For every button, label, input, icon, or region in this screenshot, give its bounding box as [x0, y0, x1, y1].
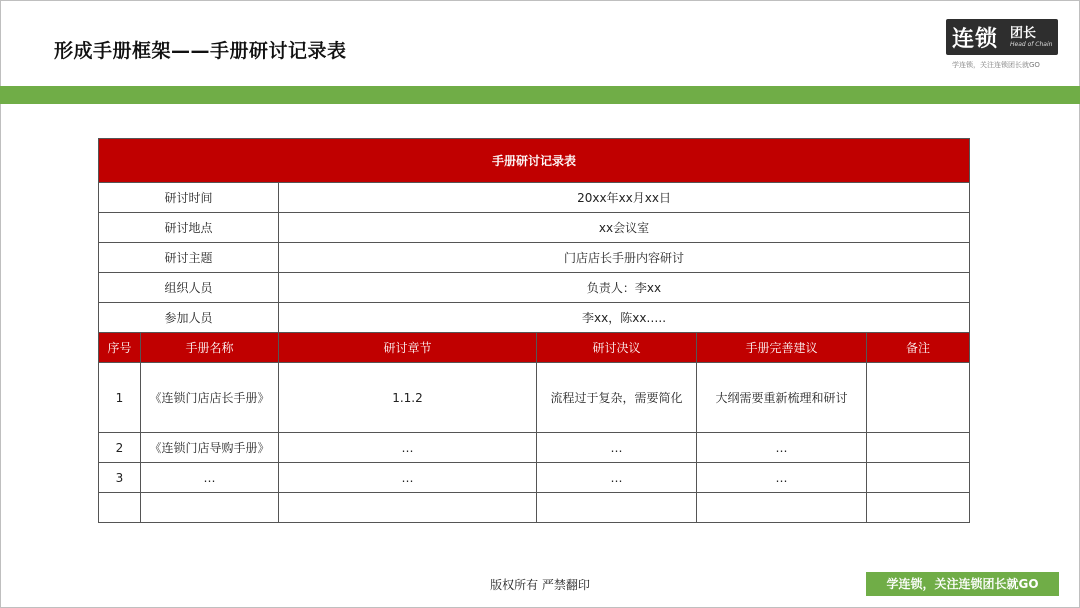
info-value: xx会议室: [279, 213, 970, 243]
table-cell: [537, 493, 697, 523]
info-label: 研讨地点: [99, 213, 279, 243]
table-cell: [867, 433, 970, 463]
table-row: [99, 493, 970, 523]
page-title: 形成手册框架——手册研讨记录表: [54, 40, 347, 62]
info-row-organizer: [99, 273, 970, 303]
column-header: 研讨章节: [279, 333, 537, 363]
table-cell: 大纲需要重新梳理和研讨: [697, 363, 867, 433]
footer-badge: 学连锁，关注连锁团长就GO: [866, 572, 1059, 596]
table-cell: …: [537, 463, 697, 493]
table-cell: [99, 493, 141, 523]
table-cell: [867, 363, 970, 433]
logo-main-text: 连锁: [952, 27, 999, 52]
table-cell: …: [279, 463, 537, 493]
table-row: [99, 433, 970, 463]
info-row-topic: [99, 243, 970, 273]
table-row: [99, 463, 970, 493]
brand-logo: [946, 19, 1058, 55]
table-cell: …: [697, 463, 867, 493]
table-cell: 《连锁门店导购手册》: [141, 433, 279, 463]
table-cell: [867, 463, 970, 493]
column-header: 序号: [99, 333, 141, 363]
info-label: 组织人员: [99, 273, 279, 303]
table-cell: 2: [99, 433, 141, 463]
info-value: 门店店长手册内容研讨: [279, 243, 970, 273]
table-caption-row: [99, 139, 970, 183]
info-label: 研讨主题: [99, 243, 279, 273]
table-cell: [279, 493, 537, 523]
record-table: [98, 138, 970, 523]
info-value: 20xx年xx月xx日: [279, 183, 970, 213]
table-cell: 1.1.2: [279, 363, 537, 433]
table-cell: …: [279, 433, 537, 463]
table-cell: [867, 493, 970, 523]
table-cell: 3: [99, 463, 141, 493]
table-row: [99, 363, 970, 433]
table-cell: [697, 493, 867, 523]
table-cell: 流程过于复杂，需要简化: [537, 363, 697, 433]
info-row-location: [99, 213, 970, 243]
column-header: 手册完善建议: [697, 333, 867, 363]
column-header: 备注: [867, 333, 970, 363]
info-label: 研讨时间: [99, 183, 279, 213]
header-divider-bar: [0, 86, 1080, 104]
footer-copyright: 版权所有 严禁翻印: [490, 578, 590, 592]
logo-english-text: Head of Chain: [1010, 41, 1053, 48]
table-cell: 1: [99, 363, 141, 433]
table-cell: 《连锁门店店长手册》: [141, 363, 279, 433]
info-label: 参加人员: [99, 303, 279, 333]
table-cell: …: [537, 433, 697, 463]
info-value: 负责人：李xx: [279, 273, 970, 303]
info-value: 李xx，陈xx…..: [279, 303, 970, 333]
info-row-participants: [99, 303, 970, 333]
column-header: 手册名称: [141, 333, 279, 363]
column-header: 研讨决议: [537, 333, 697, 363]
table-cell: …: [697, 433, 867, 463]
table-caption: 手册研讨记录表: [99, 139, 970, 183]
table-cell: …: [141, 463, 279, 493]
table-cell: [141, 493, 279, 523]
logo-slogan: 学连锁，关注连锁团长就GO: [952, 61, 1040, 69]
table-header-row: [99, 333, 970, 363]
info-row-time: [99, 183, 970, 213]
logo-side-text: 团长: [1010, 26, 1037, 41]
